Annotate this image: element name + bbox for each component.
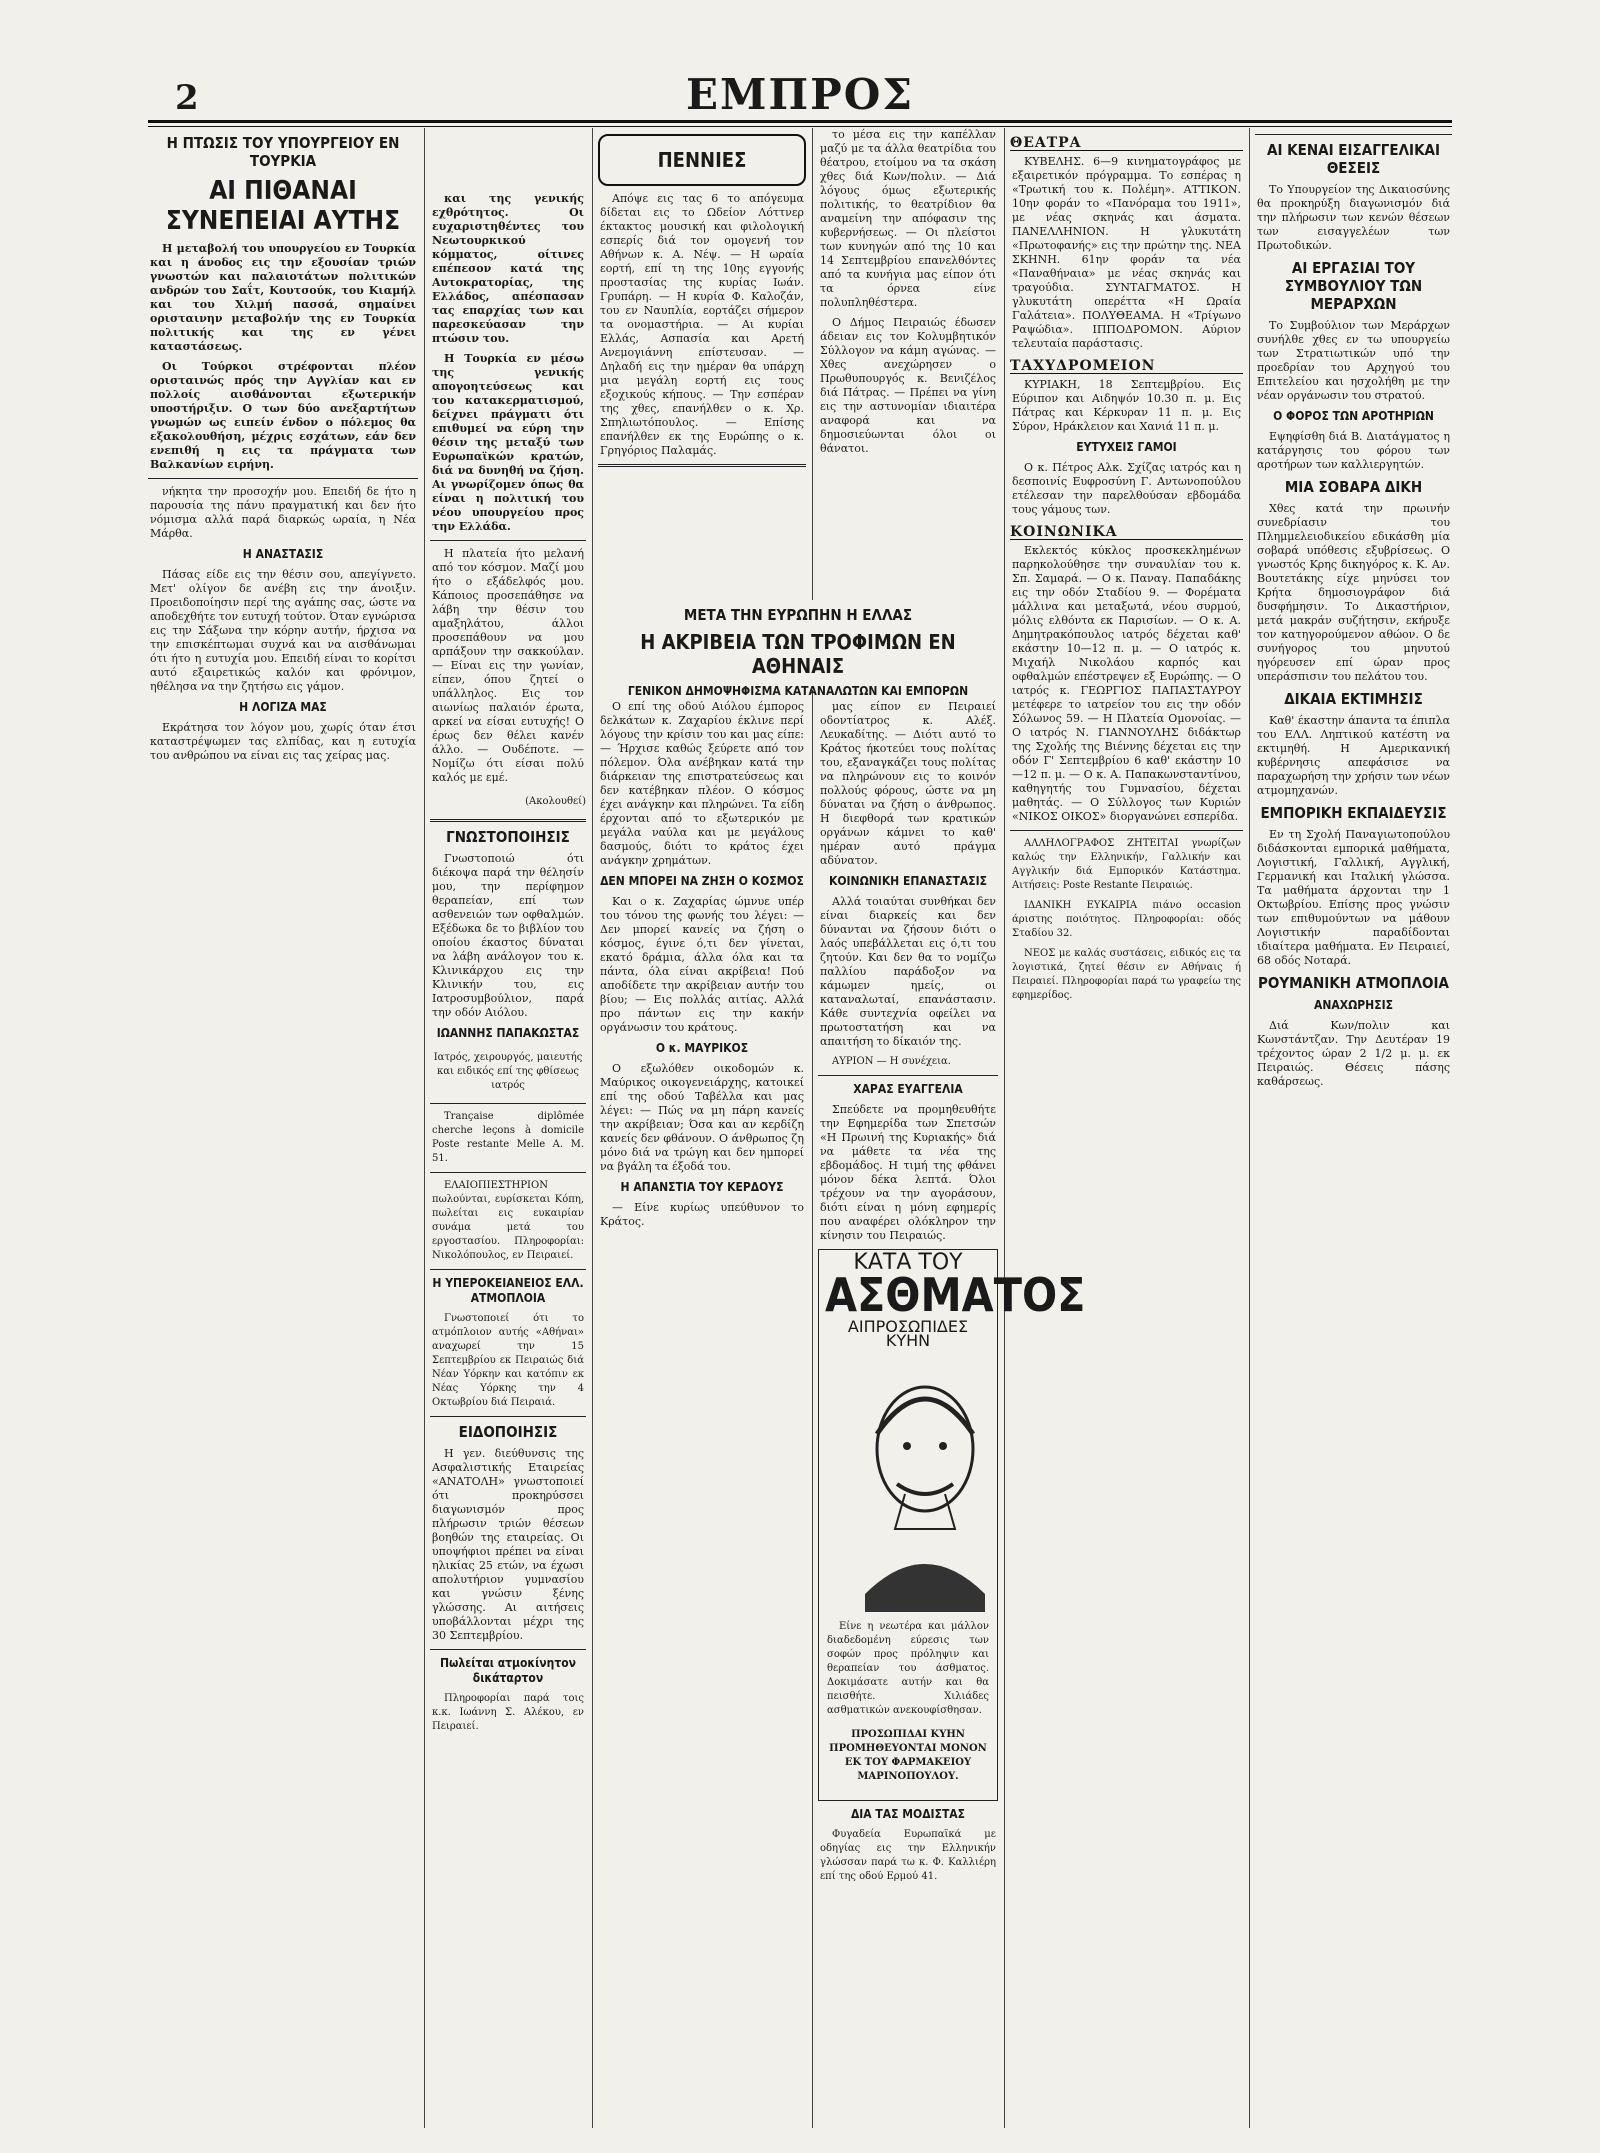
eidopoiisis-body: Η γεν. διεύθυνσις της Ασφαλιστικής Εταιρείας «ΑΝΑΤΟΛΗ» γνωστοποιεί ότι προκηρύσσει διαγωνισμόν προς πλήρωσιν τριών θέσεων βοηθών της εταιρείας. Οι υποψήφιοι πρέπει να είναι ηλικίας 25 ετών, να έχωσι απολυτήριον γυμνασίου και γνώσιν ξένης γλώσσης. Αι αιτήσεις υποβάλλονται μέχρι της 30 Σεπτεμβρίου. xyxy=(432,1447,584,1642)
koinonika-body: Εκλεκτός κύκλος προσκεκλημένων παρηκολούθησε την συναυλίαν του κ. Σπ. Σαμαρά. — Ο κ. Παναγ. Παπαδάκης εις την οδόν Σταδίου 9. — Φορέματα μάλλινα και μεταξωτά, νέου συρμού, μόλις ελθόντα εκ Παρισίων. — Ο κ. Α. Δημητρακόπουλος ιατρός δέχεται καθ' εκάστην 10—12 π. μ. — Ο ιατρός κ. Μιχαήλ Νικολάου καρπός και οφθαλμών επέστρεψεν εξ Ευρώπης. — Ο ιατρός κ. ΓΕΩΡΓΙΟΣ ΠΑΠΑΣΤΑΥΡΟΥ μετέφερε το ιατρείον του εις την οδόν Σόλωνος 59. — Η Πλατεία Ομονοίας. — Ο ιατρός Ν. ΓΙΑΝΝΟΥΛΗΣ διδάκτωρ της Σχολής της Βιέννης δέχεται εις την οδόν Γ' Σεπτεμβρίου 6 καθ' εκάστην 10—12 π. μ. — Ο κ. Α. Παπακωνσταντίνου, καθηγητής του Γυμνασίου, δέχεται μαθητάς. — Ο Σύλλογος των Κυριών «ΝΙΚΟΣ ΟΙΚΟΣ» διοργανώνει εσπερίδα. xyxy=(1012,544,1241,823)
headline-emporiki-ekpaidefsis: ΕΜΠΟΡΙΚΗ ΕΚΠΑΙΔΕΥΣΙΣ xyxy=(1260,804,1447,822)
section-logia: Η ΛΟΓΙΖΑ ΜΑΣ xyxy=(239,700,327,714)
column-divider xyxy=(592,128,593,2128)
column-4-lower xyxy=(818,700,1086,2120)
article-body: Η Τουρκία εν μέσω της γενικής απογοητεύσεως και του κατακερματισμού, δείχνει πράγματι ότι επιθυμεί να εύρη την θέσιν της μεταξύ των Ευρωπαϊκών κρατών, διά να δυνηθή να ζήση. Αι γνωρίζομεν όπως θα είναι η πολιτική του νέου υπουργείου προς την Ελλάδα. xyxy=(432,352,584,533)
column-3-lower xyxy=(598,700,806,2120)
serial-body: Η πλατεία ήτο μελανή από τον κόσμον. Μαζί μου ήτο ο εξάδελφός μου. Κάποιος προσεπάθησε να λάβη την θέσιν του αμαξηλάτου, άλλοι προσεπάθουν να μου αρπάξουν την σακκούλαν. — Είναι εις την γωνίαν, είπεν, όπου ζητεί ο υπάλληλος. Εις τον αιωνίως παλαιόν έρωτα, αρκεί να είσαι ευτυχής! Ο έρως δεν θέλει κανέν άλλο. — Ουδέποτε. — Νομίζω ότι είσαι πολύ καλός με εμέ. xyxy=(432,547,584,784)
gamoi-body: Ο κ. Πέτρος Αλκ. Σχίζας ιατρός και η δεσποινίς Ευφροσύνη Γ. Αντωνοπούλου ετέλεσαν την παρελθούσαν εβδομάδα τους γάμους των. xyxy=(1012,461,1241,516)
serial-intro: νήκητα την προσοχήν μου. Επειδή δε ήτο η παρουσία της πάνυ πραγματική και δεν ήτο νόμισμα αλλά παρά διαρκώς ωραία, η Νέα Μάρθα. xyxy=(150,485,416,540)
headline-yperokeanios: Η ΥΠΕΡΟΚΕΙΑΝΕΙΟΣ ΕΛΛ. ΑΤΜΟΠΛΟΙΑ xyxy=(432,1276,584,1305)
headline-ergasiai: ΑΙ ΕΡΓΑΣΙΑΙ ΤΟΥ ΣΥΜΒΟΥΛΙΟΥ ΤΩΝ ΜΕΡΑΡΧΩΝ xyxy=(1284,259,1423,313)
asthma-advertisement xyxy=(818,1249,1086,1801)
dikaia-body: Καθ' έκαστην άπαντα τα έπιπλα του ΕΛΛ. Ληπτικού κατέστη να εκτιμηθή. Η Αμερικανική κυβέρνησις απεφάσισε να παραχωρήση την χρήσιν των νέων ατμομηχανών. xyxy=(1257,714,1450,797)
column-divider xyxy=(1004,128,1005,2128)
mavrikos-body: Ο εξωλόθεν οικοδομών κ. Μαύρικος οικογενειάρχης, κατοικεί επί της οδού Ταβέλλα και μας λέγει: — Πώς να μη πάρη κανείς την ακρίβειαν; Όσα και αν κερδίζη κανείς δεν φθάνουν. Ο άνθρωπος ζη μόνο διά να τρώγη και δεν ημπορεί να βγάλη τα έξοδά του. xyxy=(600,1062,804,1173)
ad-top-line: ΚΑΤΑ ΤΟΥ xyxy=(853,1250,963,1275)
headline-synepeiai: ΑΙ ΠΙΘΑΝΑΙ ΣΥΝΕΠΕΙΑΙ ΑΥΤΗΣ xyxy=(165,176,401,236)
notice-neos: ΝΕΟΣ με καλάς συστάσεις, ειδικός εις τα λογιστικά, ζητεί θέσιν εν Αθήναις ή Πειραιεί. Πληροφορίαι παρά τω γραφείω της εφημερίδος. xyxy=(1012,948,1241,1001)
akriveia-banner xyxy=(598,600,998,698)
ergasiai-body: Το Συμβούλιον των Μεράρχων συνήλθε χθες εν τω υπουργείω των Στρατιωτικών υπό την προεδρίαν του Αρχηγού του Επιτελείου και ησχολήθη με την νέαν οργάνωσιν του στρατού. xyxy=(1257,319,1450,402)
roumaniki-body: Διά Κων/πολιν και Κωνστάντζαν. Την Δευτέραν 19 τρέχοντος ώραν 2 1/2 μ. μ. εκ Πειραιώς. Θέσεις πάσης καθάρσεως. xyxy=(1257,1019,1450,1088)
koinoniki-body: Αλλά τοιαύται συνθήκαι δεν είναι διαρκείς και δεν δύνανται να ζήσουν διότι ο λαός υπεβάλλεται εις ό,τι του ζητούν. Και δεν θα το νομίζω παλλίου παράδοξον να κάμωμεν ημείς, οι καταναλωταί, επανάστασιν. Κάθε συντεχνία οφείλει να πρωτοστατήση και να απαιτήση το δίκαιόν της. xyxy=(820,895,996,1048)
headline-apanstia: Η ΑΠΑΝΣΤΙΑ ΤΟΥ ΚΕΡΔΟΥΣ xyxy=(620,1180,784,1194)
notice-french: Trançaise diplômée cherche leçons à domicile Poste restante Melle A. M. 51. xyxy=(432,1111,584,1164)
divider xyxy=(430,1172,586,1173)
column-4-body: Ο Δήμος Πειραιώς έδωσεν άδειαν εις τον Κολυμβητικόν Σύλλογον να κάμη αγώνας. — Χθες ανεχώρησεν ο Πρωθυπουργός κ. Βενιζέλος διά Πάτρας. — Πρέπει να γίνη εις την αστυνομίαν ιδιαιτέρα αναφορά και να δημοσιεύωνται όλοι οι θάνατοι. xyxy=(820,316,996,455)
headline-akriveia: Η ΑΚΡΙΒΕΙΑ ΤΩΝ ΤΡΟΦΙΜΩΝ ΕΝ ΑΘΗΝΑΙΣ xyxy=(640,630,956,678)
headline-foros: Ο ΦΟΡΟΣ ΤΩΝ ΑΡΟΤΗΡΙΩΝ xyxy=(1273,409,1434,423)
theatra-body: ΚΥΒΕΛΗΣ. 6—9 κινηματογράφος με εξαιρετικόν πρόγραμμα. Το εσπέρας η «Τρωτική του κ. Πολέμη». ΑΤΤΙΚΟΝ. 10ην φοράν το «Πανόραμα του 1911», με νέας σκηνάς και άσματα. ΠΑΝΕΛΛΗΝΙΟΝ. Η γλυκυτάτη «Πρωτοφανής» εις την πρώτην της. ΝΕΑ ΣΚΗΝΗ. 61ην φοράν τα νέα «Παναθήναια» με νέας σκηνάς και τραγούδια. ΣΥΝΤΑΓΜΑΤΟΣ. Η γλυκυτάτη οπερέττα «Η Ωραία Γαλάτεια». ΠΟΛΥΘΕΑΜΑ. Η «Τρίγωνο Ραψώδια». ΙΠΠΟΔΡΟΜΟΝ. Αύριον τελευταία παράστασις. xyxy=(1012,155,1241,350)
notice-idaniki: ΙΔΑΝΙΚΗ ΕΥΚΑΙΡΙΑ πιάνο occasion άριστης ποιότητος. Πληροφορίαι: οδός Σταδίου 32. xyxy=(1012,900,1241,939)
divider xyxy=(430,819,586,822)
kenai-body: Το Υπουργείον της Δικαιοσύνης θα προκηρύξη διαγωνισμόν διά την πλήρωσιν των κενών θέσεων των εισαγγελέων των Πρωτοδικών. xyxy=(1257,183,1450,252)
divider xyxy=(1255,134,1452,135)
section-koinonika: ΚΟΙΝΩΝΙΚΑ xyxy=(1010,525,1243,540)
emporiki-body: Εν τη Σχολή Παναγιωτοπούλου διδάσκονται εμπορικά μαθήματα, Λογιστική, Γαλλική, Αγγλική, Γερμανική και Ιταλική γλώσσα. Τα μαθήματα άρχονται την 1 Οκτωβρίου. Επίσης προς γνώσιν των επιθυμούντων να μάθουν Λογιστικήν παραδίδονται ιδιαίτερα μαθήματα. Εν Πειραιεί, 68 οδός Νοταρά. xyxy=(1257,828,1450,967)
notice-allilografos: ΑΛΛΗΛΟΓΡΑΦΟΣ ΖΗΤΕΙΤΑΙ γνωρίζων καλώς την Ελληνικήν, Γαλλικήν και Αγγλικήν διά Εμπορικόν Κατάστημα. Αιτήσεις: Poste Restante Πειραιώς. xyxy=(1012,838,1241,891)
headline-den-mporei: ΔΕΝ ΜΠΟΡΕΙ ΝΑ ΖΗΣΗ Ο ΚΟΣΜΟΣ xyxy=(600,874,804,888)
section-gamoi: ΕΥΤΥΧΕΙΣ ΓΑΜΟΙ xyxy=(1076,440,1177,454)
divider xyxy=(598,464,806,467)
modistes-body: Φυγαδεία Ευρωπαϊκά με οδηγίας εις την Ελληνικήν γλώσσαν παρά τω κ. Φ. Καλλιέρη επί της οδού Ερμού 41. xyxy=(820,1829,996,1882)
column-5 xyxy=(1010,128,1243,2128)
pennies-title: ΠΕΝΝΙΕΣ xyxy=(657,148,747,172)
column-2 xyxy=(430,128,586,2128)
column-divider xyxy=(1249,128,1250,2128)
divider xyxy=(430,1649,586,1650)
pennies-box xyxy=(598,134,806,186)
headline-kenai-theseis: ΑΙ ΚΕΝΑΙ ΕΙΣΑΓΓΕΛΙΚΑΙ ΘΕΣΕΙΣ xyxy=(1267,141,1440,177)
serial-body: Πάσας είδε εις την θέσιν σου, απεγίγνετο. Μετ' ολίγον δε ανέβη εις την άνοιξιν. Προειδοποίησιν περί της αγάπης σας, ώστε να αποδεχθήτε τον ευτυχή τούτον. Όταν εγνώρισα εις την Σάξωνα την κόρην αυτήν, ήρχισα να την επισκέπτωμαι συχνά και να αισθάνωμαι ότι ήτο η ευτυχία μου. Επειδή είναι το κορίτσι αυτό εξαιρετικώς καλόν και φρόνιμον, ηθέλησα να την ζητήσω εις γάμον. xyxy=(150,568,416,693)
ad-mid-line: ΑΙΠΡΟΣΩΠΙΔΕΣ ΚΥΗΝ xyxy=(847,1317,969,1350)
logia-body: Εκράτησα τον λόγον μου, χωρίς όταν έτσι καταστρέψωμεν τας ελπίδας, και η ευτυχία του ανθρώπου να είναι εις τας χείρας μας. xyxy=(150,721,416,762)
divider xyxy=(818,1075,998,1076)
headline-meta-tin-evropin: ΜΕΤΑ ΤΗΝ ΕΥΡΩΠΗΝ Η ΕΛΛΑΣ xyxy=(683,606,913,624)
section-poleitai: Πωλείται ατμοκίνητον δικάταρτον xyxy=(440,1656,576,1685)
headline-ptosis: Η ΠΤΩΣΙΣ ΤΟΥ ΥΠΟΥΡΓΕΙΟΥ ΕΝ ΤΟΥΡΚΙΑ xyxy=(166,134,400,170)
column-1 xyxy=(148,128,418,2128)
akriveia-continued: μας είπον εν Πειραιεί οδοντίατρος κ. Αλέξ. Λευκαδίτης. — Διότι αυτό το Κράτος ήκοτεύει τους πολίτας του, εξαναγκάζει τους πολίτας να πληρώνουν εις το κοινόν πολλούς φόρους, ώστε να μη δύναται να ζήση ο άνθρωπος. Η διεφθορά των κρατικών οργάνων κάμνει το καθ' ημέραν αυτό πράγμα αδύνατον. xyxy=(820,700,996,867)
column-4-lead: το μέσα εις την καπέλλαν μαζύ με τα άλλα θεατρίδια του θέατρου, ετοίμου να τα σκάση χθες διά Κων/πολιν. — Διά λόγους όμως εξωτερικής πολιτικής, το θεατρίδιον θα αναμείνη την απόφασιν της κυβερνήσεως. — Οι πλείστοι των κυνηγών από της 10 και 14 Σεπτεμβρίου επανελθόντες από τα κυνήγια μας είπον ότι τα όρνεα είνε πολυπληθέστερα. xyxy=(820,128,996,309)
divider xyxy=(148,478,418,479)
akriveia-body: Ο επί της οδού Αιόλου έμπορος δελκάτων κ. Ζαχαρίου έκλινε περί λόγους την κρίσιν του και μας είπε: — Ήρχισε καθώς ξεύρετε από τον πόλεμον. Όλα ανέβηκαν κατά την διάρκειαν της επιστρατεύσεως και δεν κατέβηκαν πλέον. Ο κόσμος έχει ανάγκην και πληρώνει. Τα είδη έρχονται από το εξωτερικόν με μεγάλα ναύλα και με μεγάλους δασμούς, διότι το κράτος έχει ανάγκην χρημάτων. xyxy=(600,700,804,867)
serial-signoff: (Ακολουθεί) xyxy=(525,796,586,807)
section-theatra: ΘΕΑΤΡΑ xyxy=(1010,136,1243,151)
foros-body: Εψηφίσθη διά Β. Διατάγματος η κατάργησις του φόρου των αροτήρων των καλλιεργητών. xyxy=(1257,430,1450,471)
diki-body: Χθες κατά την πρωινήν συνεδρίασιν του Πλημμελειοδικείου εδικάσθη μία σοβαρά υπόθεσις εξυβρίσεως. Ο γνωστός Κρης δικηγόρος κ. Κ. Αν. Βουτετάκης είχε μηνύσει τον Κρήτα δημοσιογράφον διά δυσφήμησιν. Το Δικαστήριον, μετά μακράν συζήτησιν, εκήρυξε τον κατηγορούμενον αθώον. Ο δε συνήγορος του μηνυτού ηγόρευσεν επί ώραν προς υπεράσπισιν του πελάτου του. xyxy=(1257,502,1450,683)
taxydromeion-body: ΚΥΡΙΑΚΗ, 18 Σεπτεμβρίου. Εις Εύριπον και Αιδηψόν 10.30 π. μ. Εις Πάτρας και Κέρκυραν 11 π. μ. Εις Σύρον, Ηράκλειον και Χανιά 11 π. μ. xyxy=(1012,378,1241,433)
section-eidopoiisis: ΕΙΔΟΠΟΙΗΣΙΣ xyxy=(458,1423,558,1441)
headline-roumaniki-atmoploia: ΡΟΥΜΑΝΙΚΗ ΑΤΜΟΠΛΟΙΑ xyxy=(1258,974,1449,992)
masthead-rule xyxy=(148,120,1452,127)
column-divider xyxy=(424,128,425,2128)
section-mavrikos: Ο κ. ΜΑΥΡΙΚΟΣ xyxy=(655,1041,749,1055)
headline-sovari-diki: ΜΙΑ ΣΟΒΑΡΑ ΔΙΚΗ xyxy=(1284,478,1423,496)
masthead xyxy=(0,0,1600,130)
section-taxydromeion: ΤΑΧΥΔΡΟΜΕΙΟΝ xyxy=(1010,359,1243,374)
portrait-illustration xyxy=(825,1354,1025,1614)
pennies-body: Απόψε εις τας 6 το απόγευμα δίδεται εις το Ωδείον Λόττνερ έκτακτος μουσική και φιλολογική εσπερίς διά τον ομογενή τον Αθήνων κ. Α. Νέψ. — Η ωραία εορτή, επί τη της 10ης εγγονής προστασίας της κυρίας Ιωάν. Γρυπάρη. — Η κυρία Φ. Καλοζάν, του εν Ναυπλία, εορτάζει σήμερον τα ονομαστήρια. — Αι κυρίαι Ελλάς, Ασπασία και Αρετή Ανεμογιάννη επίστευσαν. — Δηλαδή εις την ημέραν θα υπάρχη μια μεγάλη εορτή εις τους εξοχικούς κήπους. — Την εσπέραν της χθες, επανήλθεν ο κ. Χρ. Σπηλιωτόπουλος. — Επίσης επανήλθεν εκ της Ευρώπης ο κ. Γρηγόριος Παλαμάς. xyxy=(600,192,804,457)
roumaniki-subheading: ΑΝΑΧΩΡΗΣΙΣ xyxy=(1314,998,1393,1012)
divider xyxy=(430,1269,586,1270)
yperokeanios-body: Γνωστοποιεί ότι το ατμόπλοιον αυτής «Αθήναι» αναχωρεί την 15 Σεπτεμβρίου εκ Πειραιώς διά Νέαν Υόρκην και κατόπιν εκ Νέας Υόρκης την 4 Οκτωβρίου διά Πειραιά. xyxy=(432,1313,584,1408)
section-gnostopoiisis: ΓΝΩΣΤΟΠΟΙΗΣΙΣ xyxy=(446,828,570,846)
headline-koinoniki-epanastasis: ΚΟΙΝΩΝΙΚΗ ΕΠΑΝΑΣΤΑΣΙΣ xyxy=(829,874,987,888)
divider xyxy=(1010,830,1243,831)
notice-elaiopiestirion: ΕΛΑΙΟΠΙΕΣΤΗΡΙΟΝ πωλούνται, ευρίσκεται Κόπη, πωλείται εις ευκαιρίαν συνάμα μετά του εργοστασίου. Πληροφορίαι: Νικολόπουλος, εν Πειραιεί. xyxy=(432,1180,584,1261)
headline-xaras-evangelia: ΧΑΡΑΣ ΕΥΑΓΓΕΛΙΑ xyxy=(853,1082,963,1096)
headline-dikaia-ektimisis: ΔΙΚΑΙΑ ΕΚΤΙΜΗΣΙΣ xyxy=(1284,690,1423,708)
headline-modistes: ΔΙΑ ΤΑΣ ΜΟΔΙΣΤΑΣ xyxy=(850,1807,966,1821)
poleitai-body: Πληροφορίαι παρά τοις κ.κ. Ιωάννη Σ. Αλέκου, εν Πειραιεί. xyxy=(432,1693,584,1732)
den-mporei-body: Και ο κ. Ζαχαρίας ώμνυε υπέρ του τόνου της φωνής του λέγει: — Δεν μπορεί κανείς να ζήση ο κόσμος, έγινε ό,τι δεν γίνεται, εκατό δράμια, άλλα όλα και τα πάντα, όλα είναι ακρίβεια! Πού αποδίδετε την ακρίβειαν αυτήν του βίου; — Εις πολλάς αιτίας. Αλλά προ πάντων εις την κακήν οργάνωσιν του κράτους. xyxy=(600,895,804,1034)
xaras-body: Σπεύδετε να προμηθευθήτε την Εφημερίδα των Σπετσών «Η Πρωινή της Κυριακής» διά να μάθετε τα νέα της εβδομάδος. Η τιμή της φθάνει μόνον δέκα λεπτά. Όλοι τρέχουν να την αγοράσουν, διότι είναι η μόνη εφημερίς που αναφέρει ολόκληρον την κίνησιν του Πειραιώς. xyxy=(820,1103,996,1242)
signature: ΙΩΑΝΝΗΣ ΠΑΠΑΚΩΣΤΑΣ xyxy=(436,1026,580,1040)
ad-body: Είνε η νεωτέρα και μάλλον διαδεδομένη εύρεσις των σοφών προς πρόληψιν και θεραπείαν του άσθματος. Δοκιμάσατε αυτήν και θα πεισθήτε. Χιλιάδες ασθματικών ανεκουφίσθησαν. xyxy=(827,1621,989,1716)
column-6 xyxy=(1255,128,1452,2128)
article-body: Οι Τούρκοι στρέφονται πλέον ορισταινώς πρός την Αγγλίαν και εν πολλοίς αισθάνονται εξωτερικήν υποστήριξιν. Ο των δύο ανεξαρτήτων γνωμών ως ειπείν ένδον ο πόλεμος θα εξακολουθήση, μέχρις εσχάτων, εάν δεν ενεπιθή η εις τα πράγματα των Βαλκανίων ειρήνη. xyxy=(150,360,416,471)
subhead-akriveia: ΓΕΝΙΚΟΝ ΔΗΜΟΨΗΦΙΣΜΑ ΚΑΤΑΝΑΛΩΤΩΝ ΚΑΙ ΕΜΠΟΡΩΝ xyxy=(627,684,969,698)
lead-continued: και της γενικής εχθρότητος. Οι ευχαριστηθέντες του Νεωτουρκικού κόμματος, οίτινες επέπεσον κατά της Αυτοκρατορίας, της Ελλάδος, απέσπασαν τας επαρχίας των και παρεσκεύασαν την πτώσιν του. xyxy=(432,192,584,345)
avrion-note: ΑΥΡΙΟΝ — Η συνέχεια. xyxy=(832,1056,951,1067)
column-divider xyxy=(812,128,813,2128)
divider xyxy=(430,1103,586,1104)
ad-big-line: ΑΣΘΜΑΤΟΣ xyxy=(825,1268,1086,1322)
article-lead: Η μεταβολή του υπουργείου εν Τουρκία και η άνοδος εις την εξουσίαν τριών γνωστών και παλαιοτάτων πολιτικών ανδρών του Σαΐτ, Κουτσούκ, του Κιαμήλ και του Χιλμή πασσά, σημαίνει ορισταινην μεταβολήν της εν Τουρκία πολιτικής και της εν γένει καταστάσεως. xyxy=(150,242,416,353)
divider xyxy=(430,540,586,541)
gnostopoiisis-body: Γνωστοποιώ ότι διέκοψα παρά την θέλησίν μου, την περίφημον θεραπείαν, επί των ασθενειών των οφθαλμών. Εξέδωκα δε το βιβλίον του οποίου έκαστος δύναται να λάβη ανάλογον του κ. Κλινικάρχου εις την Κλινικήν του, εις Ιατροσυμβούλιον, παρά την οδόν Αιόλου. xyxy=(432,852,584,1019)
signature-subtitle: Ιατρός, χειρουργός, μαιευτής και ειδικός επί της φθίσεως ιατρός xyxy=(433,1052,583,1091)
newspaper-title: ΕΜΠΡΟΣ xyxy=(685,70,915,119)
serial-heading: Η ΑΝΑΣΤΑΣΙΣ xyxy=(242,547,324,561)
column-4 xyxy=(818,128,998,588)
page-number: 2 xyxy=(175,78,199,118)
apanstia-body: — Είνε κυρίως υπεύθυνον το Κράτος. xyxy=(600,1201,804,1228)
ad-footer: ΠΡΟΣΩΠΙΔΑΙ ΚΥΗΝ ΠΡΟΜΗΘΕΥΟΝΤΑΙ ΜΟΝΟΝ ΕΚ ΤΟΥ ΦΑΡΜΑΚΕΙΟΥ ΜΑΡΙΝΟΠΟΥΛΟΥ. xyxy=(829,1729,987,1782)
divider xyxy=(430,1416,586,1417)
